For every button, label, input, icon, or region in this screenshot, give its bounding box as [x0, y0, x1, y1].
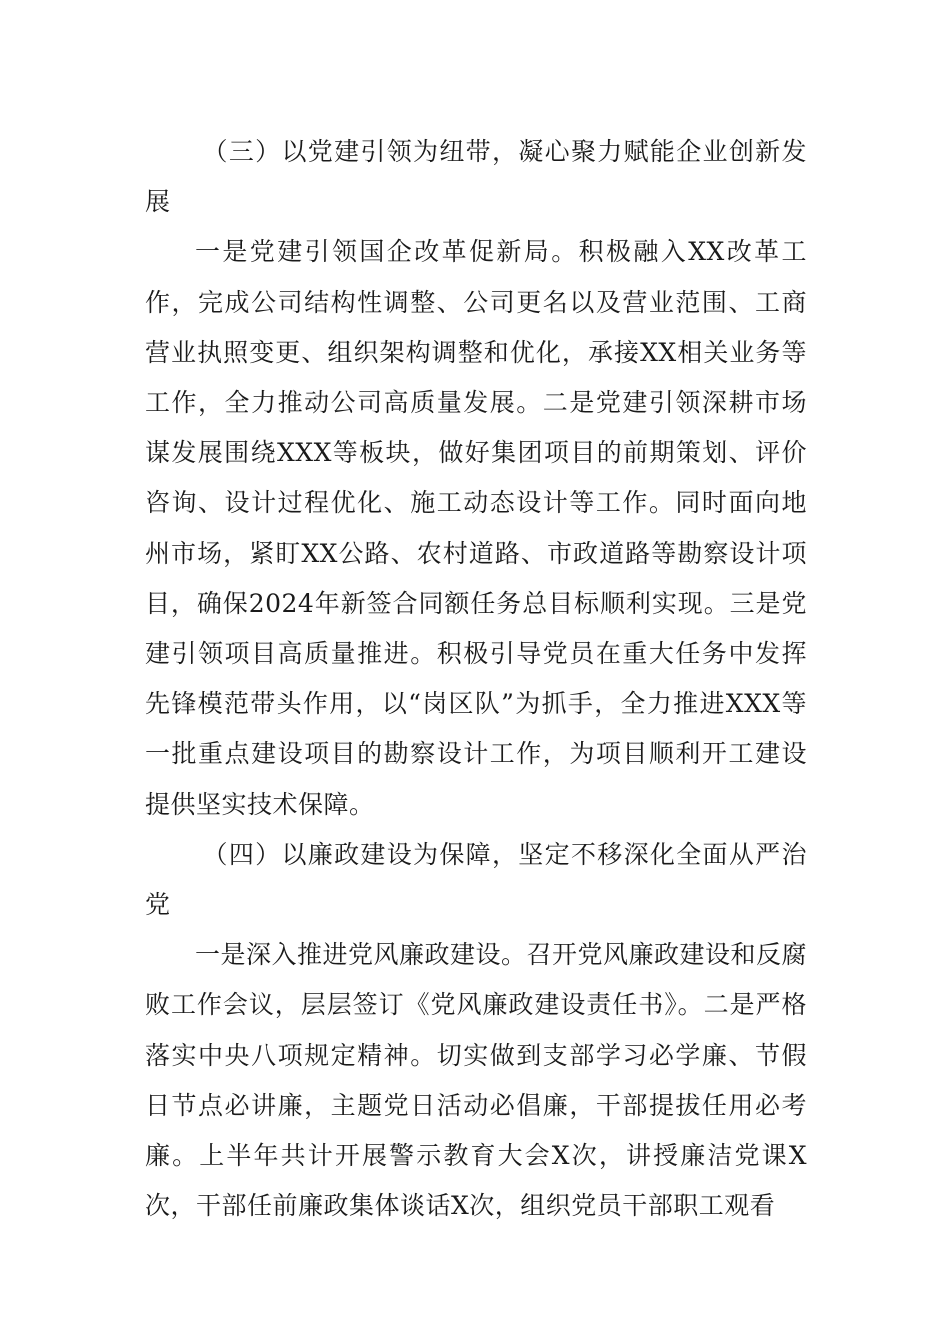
section-heading-3: （三）以党建引领为纽带，凝心聚力赋能企业创新发展 [145, 137, 807, 217]
paragraph-integrity-building: 一是深入推进党风廉政建设。召开党风廉政建设和反腐败工作会议，层层签订《党风廉政建设责任书》。二是严格落实中央八项规定精神。切实做到支部学习必学廉、节假日节点必讲廉，主题党日活动必倡廉，干部提拔任用必考廉。上半年共计开展警示教育大会X次，讲授廉洁党课X次，干部任前廉政集体谈话X次，组织党员干部职工观看 [145, 940, 808, 1221]
document-body [145, 127, 807, 1231]
section-heading-4: （四）以廉政建设为保障，坚定不移深化全面从严治党 [145, 839, 807, 920]
paragraph-party-leadership: 一是党建引领国企改革促新局。积极融入XX改革工作，完成公司结构性调整、公司更名以及营业范围、工商营业执照变更、组织架构调整和优化，承接XX相关业务等工作，全力推动公司高质量发展。二是党建引领深耕市场谋发展围绕XXX等板块，做好集团项目的前期策划、评价咨询、设计过程优化、施工动态设计等工作。同时面向地州市场，紧盯XX公路、农村道路、市政道路等勘察设计项目，确保2024年新签合同额任务总目标顺利实现。三是党建引领项目高质量推进。积极引导党员在重大任务中发挥先锋模范带头作用，以“岗区队”为抓手，全力推进XXX等一批重点建设项目的勘察设计工作，为项目顺利开工建设提供坚实技术保障。 [145, 237, 807, 819]
